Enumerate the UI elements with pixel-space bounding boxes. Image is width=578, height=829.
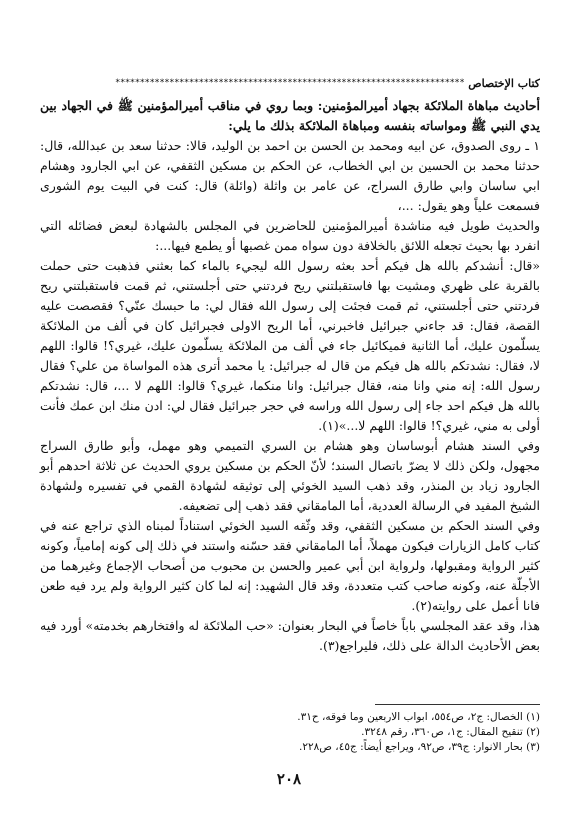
paragraph: وفي السند هشام أبوساسان وهو هشام بن السري التميمي وهو مهمل، وأبو طارق السراج مجهول، ولكن ذلك لا يضرّ باتصال السند؛ لأنّ الحكم بن مسكين يروي الحديث عن ثلاثة احدهم أبو الجارود زياد بن المنذر، وقد ذهب السيد الخوئي إلى توثيقه لشهادة القمي في تفسيره ولشهادة الشيخ المفيد في الرسالة العددية، أما المامقاني فقد ذهب إلى تضعيفه. bbox=[40, 438, 540, 513]
paragraph: هذا، وقد عقد المجلسي باباً خاصاً في البحار بعنوان: «حب الملائكة له وافتخارهم بخدمته» أورد فيه بعض الأحاديث الدالة على ذلك، فليراجع(٣). bbox=[40, 618, 540, 653]
hadith-quote: «قال: أنشدكم بالله هل فيكم أحد بعثه رسول الله ليجيء بالماء كما بعثني فذهبت حتى حملت بالقربة على ظهري ومشيت بها فاستقبلتني ريح فردتني حتى أجلستني، ثم قمت فاستقبلتني ريح فردتني حتى أجلستني، ثم قمت فجئت إلى رسول الله فقال لي: ما حبسك عنّي؟ فقصصت عليه القصة، فقال: قد جاءني جبرائيل فاخبرني، أما الريح الاولى فجبرائيل كان في ألف من الملائكة يسلّمون عليك، أما الثانية فميكائيل جاء في ألف من الملائكة يسلّمون عليك، غيري؟! قالوا: اللهم لا، فقال: نشدتكم بالله هل فيكم من قال له جبرائيل: يا محمد أترى هذه المواساة من علي؟ فقال رسول الله: إنه مني وانا منه، فقال جبرائيل: وانا منكما، غيري؟ قالوا: اللهم لا ...، قال: نشدتكم بالله هل فيكم احد جاء إلى رسول الله وراسه في حجر جبرائيل فقال لي: ادن منك ابن عمك فأنت أولى به مني، غيري؟! قالوا: اللهم لا...»(١). bbox=[40, 258, 540, 433]
running-header bbox=[40, 76, 540, 90]
footnote: (١) الخصال: ج٢، ص٥٥٤، ابواب الاربعين وما فوقه، ح٣١. bbox=[297, 711, 540, 723]
book-title: كتاب الإختصاص bbox=[468, 76, 540, 90]
hadith-chain: ١ ـ روى الصدوق، عن ابيه ومحمد بن الحسن بن احمد بن الوليد، قالا: حدثنا سعد بن عبدالله، قال: حدثنا محمد بن الحسين بن ابي الخطاب، عن الحكم بن مسكين الثقفي، عن ابي الجارود وهشام ابي ساسان وابي طارق السراج، عن عامر بن واثلة (وائلة) قال: كنت في البيت يوم الشورى فسمعت علياً وهو يقول: ...، bbox=[40, 138, 540, 213]
paragraph: وفي السند الحكم بن مسكين الثقفي، وقد وثّقه السيد الخوئي استناداً لمبناه الذي تراجع عنه في كتاب كامل الزيارات فيكون مهملاً، أما المامقاني فقد حسّنه واستند في ذلك إلى كونه إمامياً، وكونه كثير الرواية ومقبولها، ولرواية ابن أبي عمير والحسن بن محبوب من أصحاب الإجماع وغيرهما من الأجلّة عنه، وكونه صاحب كتب متعددة، وقد قال الشهيد: إنه لما كان كثير الرواية ولم يرد فيه طعن فانا أعمل على روايته(٢). bbox=[40, 518, 540, 613]
footnotes bbox=[40, 710, 540, 755]
footnote: (٣) بحار الانوار: ج٣٩، ص٩٢، ويراجع أيضاً: ج٤٥، ص٢٢٨. bbox=[299, 741, 540, 753]
main-text bbox=[40, 96, 540, 656]
paragraph: والحديث طويل فيه مناشدة أميرالمؤمنين للحاضرين في المجلس بالشهادة لبعض فضائله التي انفرد بها بحيث تجعله اللائق بالخلافة دون سواه ممن غصبها أو يطمع فيها...: bbox=[40, 218, 540, 253]
section-heading: أحاديث مباهاة الملائكة بجهاد أميرالمؤمنين: وبما روي في مناقب أميرالمؤمنين ﷺ في الجهاد بين يدي النبي ﷺ ومواساته بنفسه ومباهاة الملائكة بذلك ما يلي: bbox=[40, 98, 540, 133]
page-number: ٢٠٨ bbox=[276, 770, 302, 788]
footnote-divider bbox=[375, 704, 540, 705]
footnote: (٢) تنقيح المقال: ج١، ص٣٦٠، رقم ٣٢٤٨. bbox=[361, 726, 540, 738]
header-ornament: *********************************************************************** bbox=[115, 78, 465, 88]
